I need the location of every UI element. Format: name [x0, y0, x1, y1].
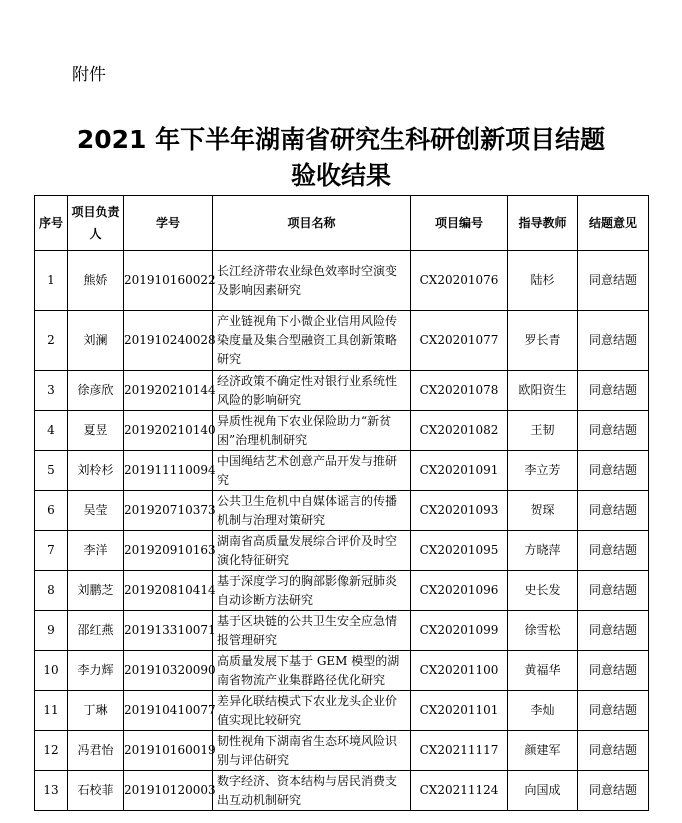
- cell-advisor: 方晓萍: [508, 531, 578, 571]
- cell-opinion: 同意结题: [578, 491, 649, 531]
- cell-project-code: CX20201076: [411, 251, 508, 311]
- cell-project-name: 中国绳结艺术创意产品开发与推研究: [213, 451, 411, 491]
- cell-advisor: 陆杉: [508, 251, 578, 311]
- cell-leader: 吴莹: [68, 491, 124, 531]
- cell-opinion: 同意结题: [578, 651, 649, 691]
- table-row: [35, 691, 649, 731]
- cell-leader: 刘柃杉: [68, 451, 124, 491]
- cell-student-id: 201910160022: [124, 251, 213, 311]
- cell-project-name: 经济政策不确定性对银行业系统性风险的影响研究: [213, 371, 411, 411]
- cell-project-code: CX20201099: [411, 611, 508, 651]
- document-title-line2: 验收结果: [290, 161, 391, 190]
- cell-advisor: 欧阳资生: [508, 371, 578, 411]
- header-advisor: 指导教师: [508, 196, 578, 251]
- cell-seq: 7: [35, 531, 68, 571]
- header-opinion: 结题意见: [578, 196, 649, 251]
- cell-opinion: 同意结题: [578, 451, 649, 491]
- cell-seq: 8: [35, 571, 68, 611]
- cell-leader: 徐彦欣: [68, 371, 124, 411]
- cell-project-name: 产业链视角下小微企业信用风险传染度量及集合型融资工具创新策略研究: [213, 311, 411, 371]
- cell-seq: 9: [35, 611, 68, 651]
- cell-leader: 邵红燕: [68, 611, 124, 651]
- cell-project-code: CX20201100: [411, 651, 508, 691]
- cell-project-code: CX20201091: [411, 451, 508, 491]
- cell-seq: 3: [35, 371, 68, 411]
- cell-project-name: 数字经济、资本结构与居民消费支出互动机制研究: [213, 771, 411, 811]
- cell-project-name: 差异化联结模式下农业龙头企业价值实现比较研究: [213, 691, 411, 731]
- cell-project-name: 基于区块链的公共卫生安全应急情报管理研究: [213, 611, 411, 651]
- cell-project-code: CX20201093: [411, 491, 508, 531]
- cell-project-name: 基于深度学习的胸部影像新冠肺炎自动诊断方法研究: [213, 571, 411, 611]
- cell-seq: 11: [35, 691, 68, 731]
- cell-project-code: CX20201095: [411, 531, 508, 571]
- header-project-name: 项目名称: [213, 196, 411, 251]
- cell-seq: 2: [35, 311, 68, 371]
- header-seq: 序号: [35, 196, 68, 251]
- table-row: [35, 651, 649, 691]
- cell-student-id: 201910320090: [124, 651, 213, 691]
- cell-project-name: 高质量发展下基于 GEM 模型的湖南省物流产业集群路径优化研究: [213, 651, 411, 691]
- cell-project-name: 湖南省高质量发展综合评价及时空演化特征研究: [213, 531, 411, 571]
- cell-student-id: 201920710373: [124, 491, 213, 531]
- table-row: [35, 571, 649, 611]
- cell-leader: 李力辉: [68, 651, 124, 691]
- cell-opinion: 同意结题: [578, 611, 649, 651]
- cell-leader: 熊娇: [68, 251, 124, 311]
- cell-student-id: 201910410077: [124, 691, 213, 731]
- cell-project-code: CX20201078: [411, 371, 508, 411]
- cell-project-name: 长江经济带农业绿色效率时空演变及影响因素研究: [213, 251, 411, 311]
- cell-seq: 1: [35, 251, 68, 311]
- cell-opinion: 同意结题: [578, 571, 649, 611]
- cell-student-id: 201911110094: [124, 451, 213, 491]
- cell-seq: 4: [35, 411, 68, 451]
- cell-project-name: 公共卫生危机中自媒体谣言的传播机制与治理对策研究: [213, 491, 411, 531]
- cell-advisor: 史长发: [508, 571, 578, 611]
- table-row: [35, 311, 649, 371]
- cell-opinion: 同意结题: [578, 691, 649, 731]
- cell-project-code: CX20201101: [411, 691, 508, 731]
- attachment-label: 附件: [72, 65, 106, 85]
- header-student-id: 学号: [124, 196, 213, 251]
- cell-advisor: 黄福华: [508, 651, 578, 691]
- cell-project-code: CX20211117: [411, 731, 508, 771]
- cell-leader: 刘澜: [68, 311, 124, 371]
- cell-advisor: 李灿: [508, 691, 578, 731]
- cell-seq: 13: [35, 771, 68, 811]
- cell-student-id: 201910120003: [124, 771, 213, 811]
- cell-leader: 丁琳: [68, 691, 124, 731]
- cell-opinion: 同意结题: [578, 251, 649, 311]
- cell-student-id: 201920210144: [124, 371, 213, 411]
- cell-advisor: 向国成: [508, 771, 578, 811]
- cell-advisor: 李立芳: [508, 451, 578, 491]
- cell-seq: 6: [35, 491, 68, 531]
- cell-project-code: CX20201077: [411, 311, 508, 371]
- cell-project-name: 异质性视角下农业保险助力“新贫困”治理机制研究: [213, 411, 411, 451]
- cell-advisor: 徐雪松: [508, 611, 578, 651]
- cell-leader: 石校菲: [68, 771, 124, 811]
- cell-advisor: 贺琛: [508, 491, 578, 531]
- cell-advisor: 罗长青: [508, 311, 578, 371]
- table-row: [35, 531, 649, 571]
- cell-opinion: 同意结题: [578, 771, 649, 811]
- cell-seq: 10: [35, 651, 68, 691]
- cell-seq: 5: [35, 451, 68, 491]
- table-row: [35, 731, 649, 771]
- cell-student-id: 201913310071: [124, 611, 213, 651]
- cell-student-id: 201910160019: [124, 731, 213, 771]
- cell-project-name: 韧性视角下湖南省生态环境风险识别与评估研究: [213, 731, 411, 771]
- document-title-line1: 2021 年下半年湖南省研究生科研创新项目结题: [76, 125, 606, 154]
- cell-seq: 12: [35, 731, 68, 771]
- cell-leader: 刘鹏芝: [68, 571, 124, 611]
- table-row: [35, 371, 649, 411]
- cell-project-code: CX20201082: [411, 411, 508, 451]
- cell-student-id: 201920910163: [124, 531, 213, 571]
- header-leader: 项目负责人: [68, 196, 124, 251]
- cell-project-code: CX20201096: [411, 571, 508, 611]
- table-row: [35, 771, 649, 811]
- header-project-code: 项目编号: [411, 196, 508, 251]
- cell-opinion: 同意结题: [578, 531, 649, 571]
- cell-opinion: 同意结题: [578, 411, 649, 451]
- table-row: [35, 451, 649, 491]
- results-table: [34, 195, 649, 811]
- cell-opinion: 同意结题: [578, 311, 649, 371]
- cell-advisor: 颜建军: [508, 731, 578, 771]
- table-row: [35, 491, 649, 531]
- cell-student-id: 201920210140: [124, 411, 213, 451]
- table-row: [35, 411, 649, 451]
- cell-leader: 李洋: [68, 531, 124, 571]
- cell-leader: 冯君怡: [68, 731, 124, 771]
- cell-student-id: 201910240028: [124, 311, 213, 371]
- cell-opinion: 同意结题: [578, 371, 649, 411]
- table-header-row: [35, 196, 649, 251]
- cell-leader: 夏昱: [68, 411, 124, 451]
- table-row: [35, 251, 649, 311]
- cell-opinion: 同意结题: [578, 731, 649, 771]
- cell-student-id: 201920810414: [124, 571, 213, 611]
- cell-advisor: 王韧: [508, 411, 578, 451]
- cell-project-code: CX20211124: [411, 771, 508, 811]
- table-row: [35, 611, 649, 651]
